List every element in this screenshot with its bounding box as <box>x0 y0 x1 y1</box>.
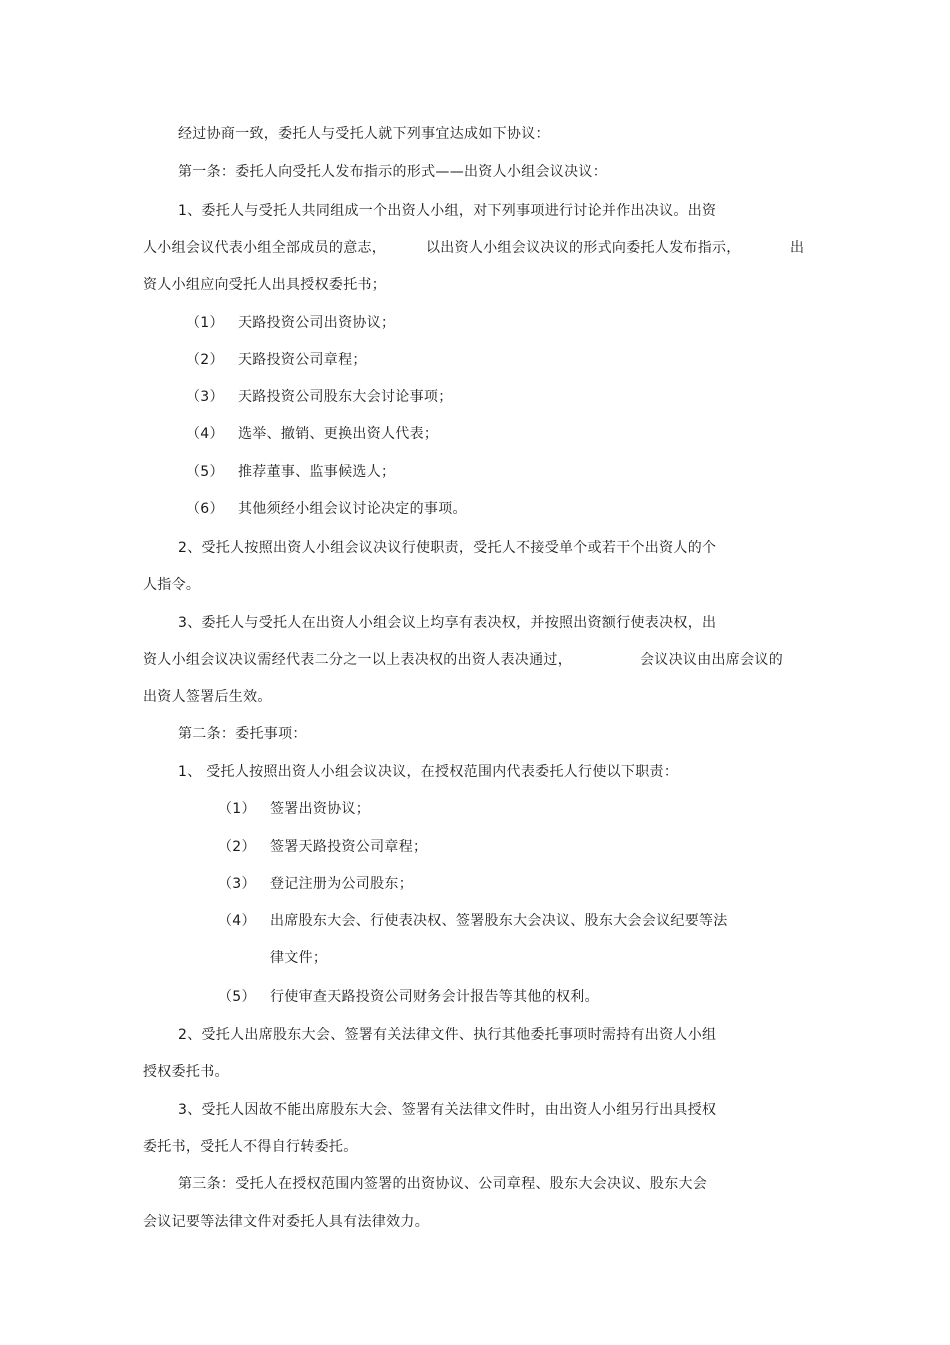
item-text: 签署出资协议； <box>270 801 371 817</box>
article-1-p1-line3: 资人小组应向受托人出具授权委托书； <box>143 277 387 293</box>
article-2-item <box>218 875 413 893</box>
article-3-line2: 会议记要等法律文件对委托人具有法律效力。 <box>143 1214 429 1230</box>
item-number: （1） <box>218 801 256 817</box>
item-text: 行使审查天路投资公司财务会计报告等其他的权利。 <box>270 989 599 1005</box>
article-1-p3-line2a: 资人小组会议决议需经代表二分之一以上表决权的出资人表决通过， <box>143 652 572 668</box>
article-1-item <box>186 463 395 481</box>
item-text: 出席股东大会、行使表决权、签署股东大会决议、股东大会会议纪要等法 <box>270 913 728 929</box>
article-1-p1-line2c: 出 <box>790 240 805 256</box>
article-2-item <box>218 838 427 856</box>
item-number: （3） <box>186 389 224 405</box>
article-1-p2-line1: 2、受托人按照出资人小组会议决议行使职责，受托人不接受单个或若干个出资人的个 <box>178 540 717 556</box>
item-number: （5） <box>218 989 256 1005</box>
item-text: 天路投资公司章程； <box>238 352 367 368</box>
item-number: （5） <box>186 464 224 480</box>
article-2-p3-line1: 3、受托人因故不能出席股东大会、签署有关法律文件时，由出资人小组另行出具授权 <box>178 1102 717 1118</box>
article-2-item-4-continuation: 律文件； <box>270 950 328 966</box>
article-1-item <box>186 314 395 332</box>
article-2-p2-line1: 2、受托人出席股东大会、签署有关法律文件、执行其他委托事项时需持有出资人小组 <box>178 1027 717 1043</box>
article-2-p3-line2: 委托书，受托人不得自行转委托。 <box>143 1139 358 1155</box>
item-number: （2） <box>218 839 256 855</box>
article-1-p3-line1: 3、委托人与受托人在出资人小组会议上均享有表决权，并按照出资额行使表决权，出 <box>178 615 717 631</box>
intro-paragraph: 经过协商一致，委托人与受托人就下列事宜达成如下协议： <box>178 126 550 142</box>
item-text: 天路投资公司股东大会讨论事项； <box>238 389 453 405</box>
item-number: （3） <box>218 876 256 892</box>
article-2-p1: 1、 受托人按照出资人小组会议决议，在授权范围内代表委托人行使以下职责： <box>178 764 679 780</box>
article-2-item <box>218 912 728 930</box>
article-2-title: 第二条：委托事项： <box>178 726 307 742</box>
article-3-line1: 第三条：受托人在授权范围内签署的出资协议、公司章程、股东大会决议、股东大会 <box>178 1176 708 1192</box>
item-number: （1） <box>186 315 224 331</box>
article-1-p1-line2a: 人小组会议代表小组全部成员的意志， <box>143 240 387 256</box>
article-1-item <box>186 500 467 518</box>
article-1-item <box>186 351 367 369</box>
item-number: （6） <box>186 501 224 517</box>
article-2-p2-line2: 授权委托书。 <box>143 1064 229 1080</box>
item-text: 签署天路投资公司章程； <box>270 839 428 855</box>
article-1-p3-line3: 出资人签署后生效。 <box>143 689 272 705</box>
article-1-title: 第一条：委托人向受托人发布指示的形式——出资人小组会议决议： <box>178 164 607 180</box>
item-number: （4） <box>218 913 256 929</box>
item-number: （4） <box>186 426 224 442</box>
article-2-item <box>218 800 370 818</box>
article-1-item <box>186 388 453 406</box>
article-1-p1-line2b: 以出资人小组会议决议的形式向委托人发布指示， <box>426 240 741 256</box>
item-number: （2） <box>186 352 224 368</box>
article-2-item <box>218 988 599 1006</box>
article-1-p3-line2b: 会议决议由出席会议的 <box>640 652 783 668</box>
article-1-p2-line2: 人指令。 <box>143 577 201 593</box>
item-text: 天路投资公司出资协议； <box>238 315 396 331</box>
article-1-p1-line1: 1、委托人与受托人共同组成一个出资人小组，对下列事项进行讨论并作出决议。出资 <box>178 203 717 219</box>
item-text: 推荐董事、监事候选人； <box>238 464 396 480</box>
article-1-item <box>186 425 438 443</box>
item-text: 其他须经小组会议讨论决定的事项。 <box>238 501 467 517</box>
item-text: 登记注册为公司股东； <box>270 876 413 892</box>
item-text: 选举、撤销、更换出资人代表； <box>238 426 439 442</box>
